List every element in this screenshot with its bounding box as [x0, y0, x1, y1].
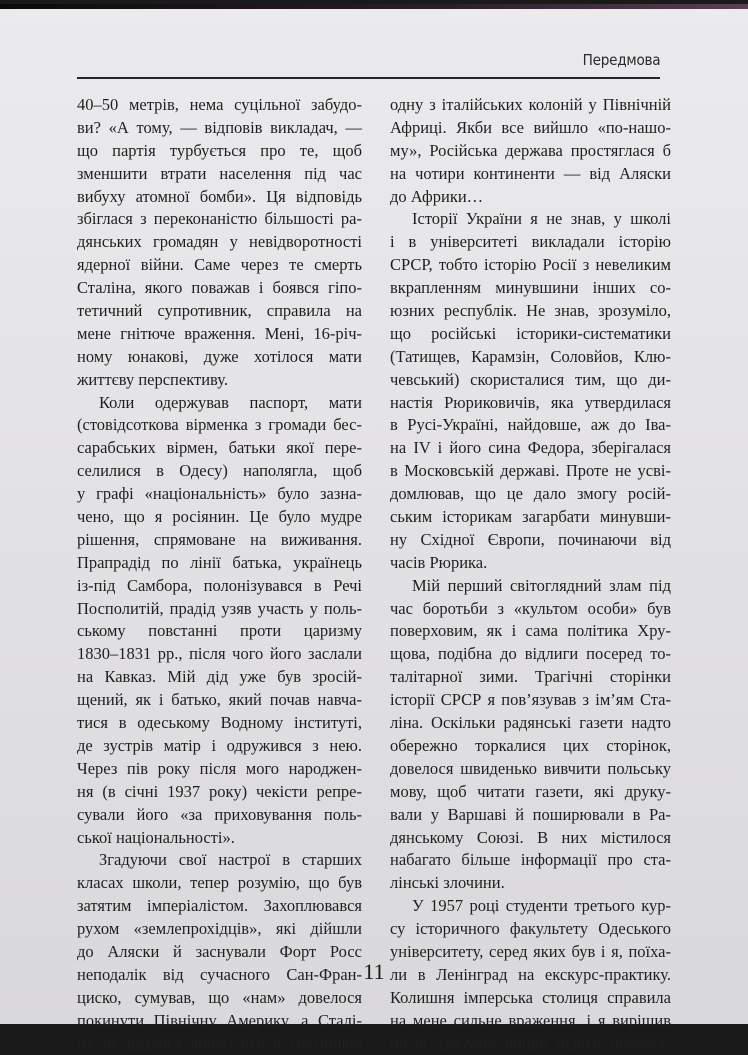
text-line: на IV і його сина Федора, зберігалася — [390, 438, 671, 458]
text-line: в Русі-Україні, найдовше, аж до Іва- — [390, 415, 671, 435]
text-line: Сталіна, якого поважав і боявся гіпо- — [77, 278, 362, 298]
text-line: неподалік від сучасного Сан-Фран- — [77, 964, 362, 984]
running-header: Передмова — [582, 51, 660, 69]
text-line: ному юнакові, дуже хотілося мати — [77, 346, 362, 366]
text-line: покинути Північну Америку, а Сталі- — [77, 1010, 362, 1030]
left-text-column — [77, 94, 362, 1055]
text-line: лінські злочини. — [390, 873, 505, 893]
text-line: що російські історики-систематики — [390, 323, 671, 343]
text-line: (стовідсоткова вірменка з громади бес- — [77, 415, 362, 435]
text-line: рухом «землепрохідців», які дійшли — [77, 919, 362, 939]
page-top-edge — [0, 4, 748, 9]
text-line: СРСР, тобто історію Росії з невеликим — [390, 255, 671, 275]
text-line: чено, що я росіянин. Це було мудре — [77, 507, 362, 527]
text-line: тися в одеському Водному інституті, — [77, 713, 362, 733]
text-line: в Московській державі. Проте не усві- — [390, 461, 671, 481]
text-line: ліна. Оскільки радянські газети надто — [390, 713, 671, 733]
text-line: щений, як і батько, який почав навча- — [77, 690, 362, 710]
text-line: життєву перспективу. — [77, 369, 229, 389]
text-line: до Африки… — [390, 186, 484, 206]
text-line: довелося швиденько вивчити польську — [390, 758, 671, 778]
text-line: вали у Варшаві й поширювали в Ра- — [390, 804, 671, 824]
text-line: Коли одержував паспорт, мати — [99, 392, 362, 412]
text-line: набагато більше інформації про ста- — [390, 850, 671, 870]
text-line: час боротьби з «культом особи» був — [390, 598, 671, 618]
text-line: і в університеті викладали історію — [390, 232, 671, 252]
text-line: 40–50 метрів, нема суцільної забудо- — [77, 95, 362, 114]
text-line: У 1957 році студенти третього кур- — [412, 896, 671, 916]
header-rule — [77, 77, 660, 79]
text-line: на Кавказ. Мій дід уже був зросій- — [77, 667, 362, 687]
text-line: ви? «А тому, — відповів викладач, — — [77, 117, 362, 137]
text-line: до Аляски й заснували Форт Росс — [77, 941, 362, 961]
text-line: мене гнітюче враження. Мені, 16-річ- — [77, 323, 362, 343]
text-line: су історичного факультету Одеського — [390, 919, 671, 939]
text-line: Згадуючи свої настрої в старших — [99, 850, 362, 870]
text-line: ським історикам загарбати минувши- — [390, 507, 671, 527]
text-line: ня (в січні 1937 року) чекісти репре- — [77, 781, 362, 801]
text-line: у графі «національність» було зазна- — [77, 484, 362, 504]
page-number: 11 — [363, 959, 385, 984]
text-line: Через пів року після мого народжен- — [77, 758, 362, 778]
text-line: вкрапленням минувшини інших со- — [390, 278, 671, 298]
text-line: ської національності». — [77, 827, 235, 847]
text-line: дянських громадян у невідворотності — [77, 232, 362, 252]
text-line: 1830–1831 рр., після чого його заслали — [77, 644, 362, 664]
text-line: після здобуття вищої освіти позмага- — [390, 1033, 671, 1053]
text-line: тетичний супротивник, справила на — [77, 301, 362, 321]
text-line: що партія турбується про те, щоб — [77, 140, 362, 160]
text-line: мову, щоб читати газети, які друку- — [390, 781, 671, 801]
book-page — [0, 4, 748, 1053]
text-line: циско, сумував, що «нам» довелося — [77, 987, 362, 1007]
text-line: юзних республік. Не знав, зрозуміло, — [390, 301, 671, 321]
text-line: Історії України я не знав, у школі — [412, 209, 671, 229]
text-line: ському повстанні проти царизму — [77, 621, 362, 641]
text-line: сарабських вірмен, батьки якої пере- — [77, 438, 362, 458]
text-line: ну Східної Європи, починаючи від — [390, 529, 671, 549]
text-line: поверховим, як і сама політика Хру- — [390, 621, 671, 641]
text-line: настія Рюриковичів, яка утвердилася — [390, 392, 671, 412]
right-text-column — [390, 94, 671, 1055]
text-line: вибуху атомної бомби». Ця відповідь — [77, 186, 362, 206]
text-line: зменшити втрати населення під час — [77, 163, 362, 183]
text-line: щова, подібна до відлиги посеред то- — [390, 644, 671, 664]
text-line: (Татищев, Карамзін, Соловйов, Клю- — [390, 346, 671, 366]
text-line: класах школи, тепер розумію, що був — [77, 873, 362, 893]
text-line: затятим імперіалістом. Захоплювався — [77, 896, 362, 916]
text-line: історії СРСР я пов’язував з ім’ям Ста- — [390, 690, 671, 710]
text-line: Колишня імперська столиця справила — [390, 987, 671, 1007]
text-line: Прапрадід по лінії батька, українець — [77, 552, 362, 572]
text-line: му», Російська держава простяглася б — [390, 140, 671, 160]
text-line: на мене сильне враження, і я вирішив — [390, 1010, 671, 1030]
text-line: дянському Союзі. В них містилося — [390, 827, 671, 847]
text-line: часів Рюрика. — [390, 552, 488, 572]
text-line: університету, серед яких був і я, поїха- — [390, 941, 671, 961]
text-line: ли в Ленінград на екскурс-практику. — [390, 964, 671, 984]
text-line: Посполитій, прадід узяв участь у поль- — [77, 598, 362, 618]
text-line: Африці. Якби все вийшло «по-нашо- — [390, 117, 671, 137]
text-line: із-під Самбора, полонізувався в Речі — [77, 575, 362, 595]
text-line: чевський) скористалися тим, що ди- — [390, 369, 671, 389]
text-line: обережно торкалися цих сторінок, — [390, 735, 671, 755]
text-line: талітарної зими. Трагічні сторінки — [390, 667, 671, 687]
text-line: на чотири континенти — від Аляски — [390, 163, 671, 183]
text-line: домлював, що це дало змогу росій- — [390, 484, 671, 504]
text-line: де зустрів матір і одружився з нею. — [77, 735, 362, 755]
text-line: рішення, спрямоване на виживання. — [77, 529, 362, 549]
text-line: сували його «за приховування поль- — [77, 804, 362, 824]
text-line: Мій перший світоглядний злам під — [412, 575, 671, 595]
text-line: ядерної війни. Саме через те смерть — [77, 255, 362, 275]
text-line: селилися в Одесу) наполягла, щоб — [77, 461, 362, 481]
text-line: збіглася з переконаністю більшості ра- — [77, 209, 362, 229]
text-line: ну не вдалося випросити в союзників — [77, 1033, 362, 1053]
text-line: одну з італійських колоній у Північній — [390, 95, 671, 114]
